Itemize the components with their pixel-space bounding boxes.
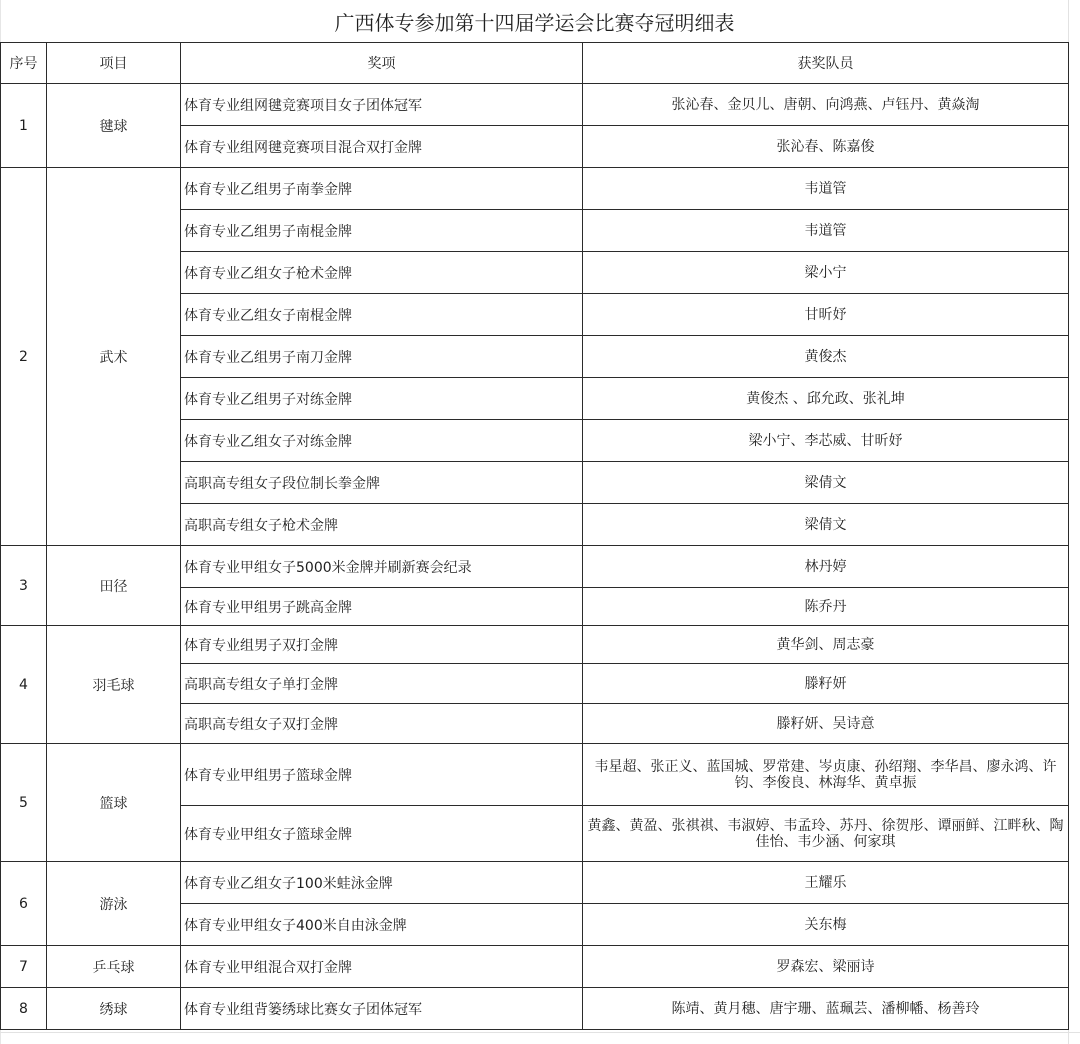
cell-award[interactable]: 体育专业乙组男子对练金牌 <box>181 378 583 420</box>
cell-winners[interactable]: 甘昕妤 <box>583 294 1069 336</box>
cell-sport[interactable]: 田径 <box>47 546 181 626</box>
cell-winners[interactable]: 韦道管 <box>583 210 1069 252</box>
cell-winners[interactable]: 黄俊杰 、邱允政、张礼坤 <box>583 378 1069 420</box>
cell-award[interactable]: 体育专业组网毽竞赛项目混合双打金牌 <box>181 126 583 168</box>
header-winners[interactable]: 获奖队员 <box>583 43 1069 84</box>
header-sport[interactable]: 项目 <box>47 43 181 84</box>
cell-winners[interactable]: 梁小宁、李芯威、甘昕妤 <box>583 420 1069 462</box>
cell-sport[interactable]: 羽毛球 <box>47 626 181 744</box>
table-row <box>1 862 1069 904</box>
cell-winners[interactable]: 梁倩文 <box>583 462 1069 504</box>
cell-winners[interactable]: 张沁春、金贝儿、唐朝、向鸿燕、卢钰丹、黄焱淘 <box>583 84 1069 126</box>
table-row <box>1 168 1069 210</box>
table-row <box>1 744 1069 806</box>
cell-award[interactable]: 体育专业甲组男子篮球金牌 <box>181 744 583 806</box>
header-row <box>1 43 1069 84</box>
cell-no[interactable]: 5 <box>1 744 47 862</box>
table-row <box>1 546 1069 588</box>
cell-award[interactable]: 体育专业甲组混合双打金牌 <box>181 946 583 988</box>
cell-winners[interactable]: 林丹婷 <box>583 546 1069 588</box>
cell-winners[interactable]: 陈靖、黄月穗、唐宇珊、蓝珮芸、潘柳幡、杨善玲 <box>583 988 1069 1030</box>
cell-winners[interactable]: 梁倩文 <box>583 504 1069 546</box>
cell-no[interactable]: 6 <box>1 862 47 946</box>
cell-award[interactable]: 体育专业甲组男子跳高金牌 <box>181 588 583 626</box>
cell-award[interactable]: 体育专业组网毽竞赛项目女子团体冠军 <box>181 84 583 126</box>
cell-winners[interactable]: 黄俊杰 <box>583 336 1069 378</box>
cell-award[interactable]: 体育专业乙组男子南拳金牌 <box>181 168 583 210</box>
cell-no[interactable]: 3 <box>1 546 47 626</box>
table-row <box>1 946 1069 988</box>
cell-winners[interactable]: 滕籽妍、吴诗意 <box>583 704 1069 744</box>
cell-winners[interactable]: 韦星超、张正义、蓝国城、罗常建、岑贞康、孙绍翔、李华昌、廖永鸿、许钧、李俊良、林海华、黄卓振 <box>583 744 1069 806</box>
cell-sport[interactable]: 篮球 <box>47 744 181 862</box>
cell-award[interactable]: 体育专业乙组男子南棍金牌 <box>181 210 583 252</box>
table-row <box>1 84 1069 126</box>
cell-winners[interactable]: 黄华剑、周志豪 <box>583 626 1069 664</box>
cell-award[interactable]: 体育专业乙组男子南刀金牌 <box>181 336 583 378</box>
cell-sport[interactable]: 武术 <box>47 168 181 546</box>
sheet-gridline-right <box>1068 0 1080 1044</box>
cell-award[interactable]: 体育专业甲组女子5000米金牌并刷新赛会纪录 <box>181 546 583 588</box>
cell-sport[interactable]: 绣球 <box>47 988 181 1030</box>
cell-award[interactable]: 体育专业组男子双打金牌 <box>181 626 583 664</box>
cell-winners[interactable]: 王耀乐 <box>583 862 1069 904</box>
cell-no[interactable]: 2 <box>1 168 47 546</box>
cell-winners[interactable]: 张沁春、陈嘉俊 <box>583 126 1069 168</box>
cell-award[interactable]: 体育专业甲组女子400米自由泳金牌 <box>181 904 583 946</box>
cell-award[interactable]: 体育专业乙组女子枪术金牌 <box>181 252 583 294</box>
header-award[interactable]: 奖项 <box>181 43 583 84</box>
table-title[interactable]: 广西体专参加第十四届学运会比赛夺冠明细表 <box>1 0 1069 43</box>
cell-winners[interactable]: 罗森宏、梁丽诗 <box>583 946 1069 988</box>
cell-no[interactable]: 4 <box>1 626 47 744</box>
cell-sport[interactable]: 毽球 <box>47 84 181 168</box>
cell-winners[interactable]: 滕籽妍 <box>583 664 1069 704</box>
cell-winners[interactable]: 陈乔丹 <box>583 588 1069 626</box>
cell-award[interactable]: 体育专业甲组女子篮球金牌 <box>181 806 583 862</box>
cell-award[interactable]: 体育专业组背篓绣球比赛女子团体冠军 <box>181 988 583 1030</box>
cell-award[interactable]: 高职高专组女子单打金牌 <box>181 664 583 704</box>
cell-award[interactable]: 体育专业乙组女子100米蛙泳金牌 <box>181 862 583 904</box>
cell-winners[interactable]: 黄鑫、黄盈、张祺祺、韦淑婷、韦孟玲、苏丹、徐贺彤、谭丽鲜、江畔秋、陶佳怡、韦少涵、何家琪 <box>583 806 1069 862</box>
cell-winners[interactable]: 梁小宁 <box>583 252 1069 294</box>
cell-award[interactable]: 体育专业乙组女子对练金牌 <box>181 420 583 462</box>
cell-winners[interactable]: 韦道管 <box>583 168 1069 210</box>
cell-no[interactable]: 7 <box>1 946 47 988</box>
cell-award[interactable]: 体育专业乙组女子南棍金牌 <box>181 294 583 336</box>
cell-winners[interactable]: 关东梅 <box>583 904 1069 946</box>
cell-award[interactable]: 高职高专组女子枪术金牌 <box>181 504 583 546</box>
cell-sport[interactable]: 游泳 <box>47 862 181 946</box>
cell-sport[interactable]: 乒乓球 <box>47 946 181 988</box>
cell-award[interactable]: 高职高专组女子双打金牌 <box>181 704 583 744</box>
header-no[interactable]: 序号 <box>1 43 47 84</box>
cell-award[interactable]: 高职高专组女子段位制长拳金牌 <box>181 462 583 504</box>
sheet-gridline-bottom <box>0 1032 1080 1044</box>
table-row <box>1 626 1069 664</box>
title-row <box>1 0 1069 43</box>
cell-no[interactable]: 1 <box>1 84 47 168</box>
cell-no[interactable]: 8 <box>1 988 47 1030</box>
table-row <box>1 988 1069 1030</box>
